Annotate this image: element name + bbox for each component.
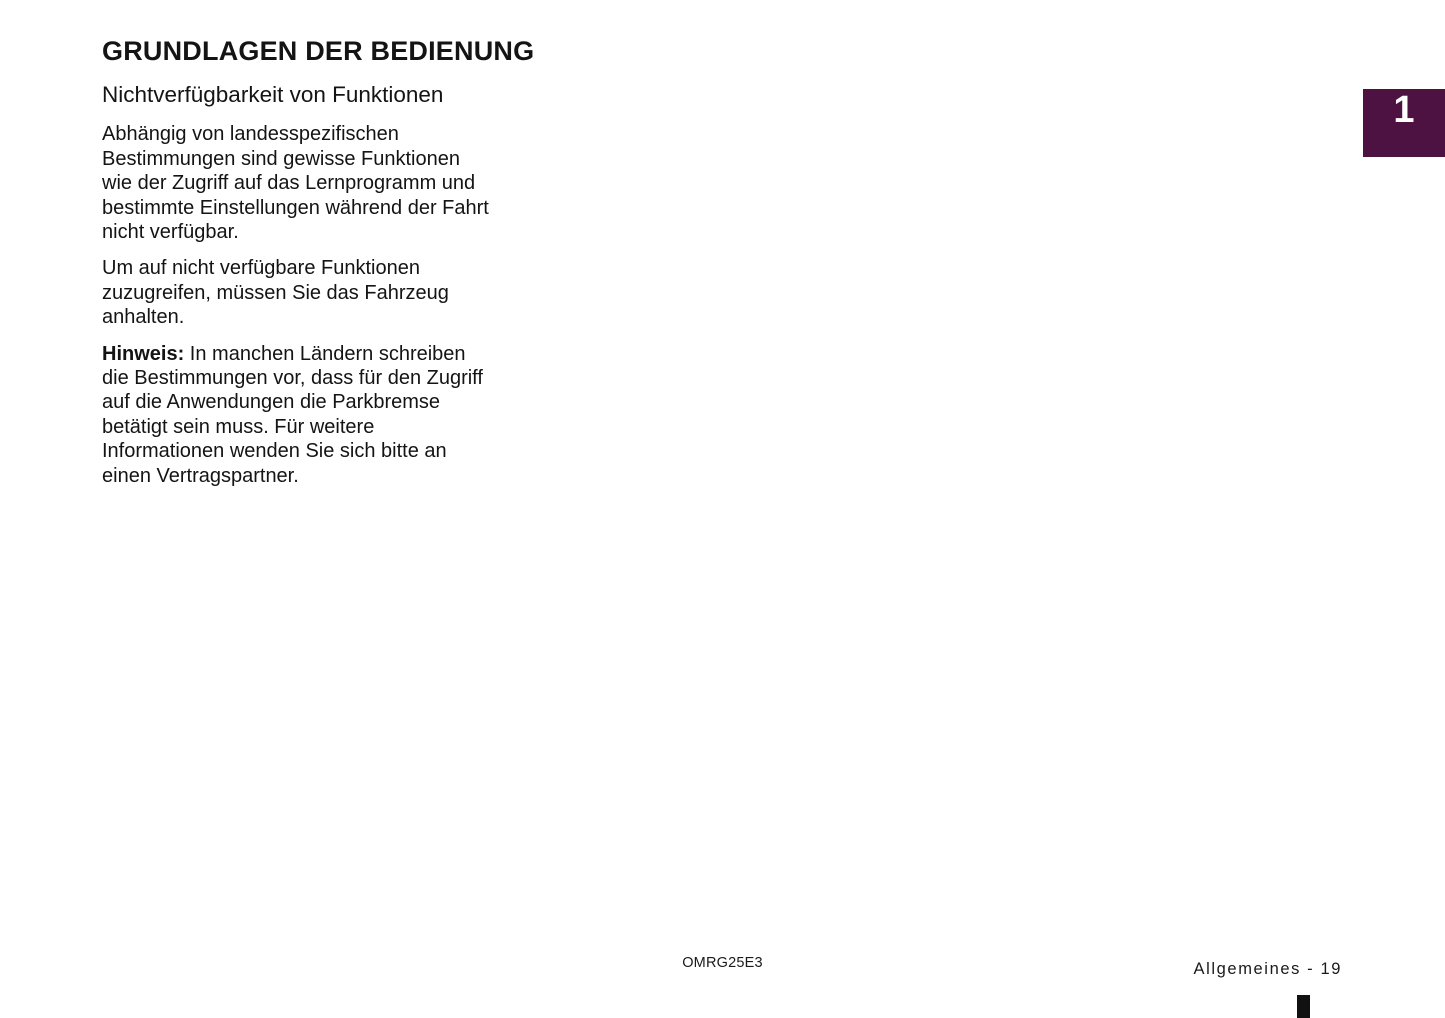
body-paragraph-2 — [102, 256, 494, 329]
document-code: OMRG25E3 — [682, 955, 763, 971]
note-label: Hinweis: — [102, 342, 185, 365]
print-registration-mark — [1297, 995, 1310, 1018]
paragraph-text: Um auf nicht verfügbare Funktionen zuzugreifen, müssen Sie das Fahrzeug anhalten. — [102, 257, 449, 329]
body-paragraph-note — [102, 342, 494, 488]
section-heading: Nichtverfügbarkeit von Funktionen — [102, 82, 444, 108]
page-footer-label: Allgemeines - 19 — [1193, 960, 1342, 978]
chapter-tab — [1363, 89, 1445, 157]
paragraph-text: In manchen Ländern schreiben die Bestimmungen vor, dass für den Zugriff auf die Anwendungen die Parkbremse betätigt sein muss. Für weitere Informationen wenden Sie sich bitte an einen Vertragspartner. — [102, 342, 483, 487]
page-title: GRUNDLAGEN DER BEDIENUNG — [102, 36, 535, 66]
chapter-tab-number: 1 — [1393, 89, 1415, 131]
content-column — [102, 36, 535, 488]
body-paragraph-1 — [102, 122, 494, 244]
paragraph-text: Abhängig von landesspezifischen Bestimmungen sind gewisse Funktionen wie der Zugriff auf das Lernprogramm und bestimmte Einstellungen während der Fahrt nicht verfügbar. — [102, 123, 489, 243]
